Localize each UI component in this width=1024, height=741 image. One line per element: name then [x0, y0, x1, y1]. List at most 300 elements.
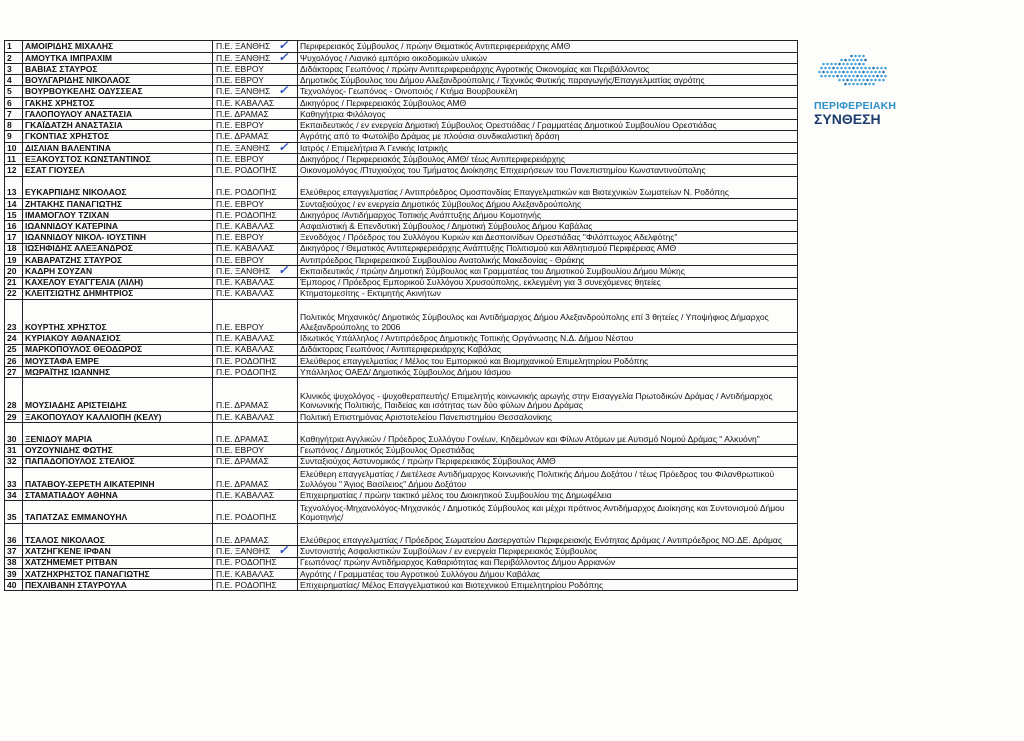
- candidate-name-cell: [23, 86, 213, 98]
- row-number: 1: [7, 41, 12, 51]
- table-row: [5, 288, 798, 299]
- candidate-description-cell: [298, 86, 798, 98]
- candidate-description: Επιχειρηματίας / πρώην τακτικό μέλος του Διοικητικού Συμβουλίου της Δημωφέλεια: [300, 489, 612, 500]
- regional-unit-cell: [213, 456, 298, 467]
- candidate-description-cell: [298, 131, 798, 142]
- logo-dot: [842, 63, 845, 66]
- row-number: 21: [7, 277, 17, 288]
- candidate-name-cell: [23, 154, 213, 165]
- table-row: [5, 490, 798, 501]
- table-row: [5, 165, 798, 176]
- logo-dot: [832, 67, 835, 70]
- regional-unit: Π.Ε. ΡΟΔΟΠΗΣ: [216, 187, 277, 198]
- candidate-description: Γεωπόνος/ πρώην Αντιδήμαρχος Καθαριότητας και Περιβάλλοντος Δήμου Αρριανών: [300, 557, 616, 568]
- regional-unit-cell: [213, 254, 298, 265]
- regional-unit: Π.Ε. ΕΒΡΟΥ: [216, 198, 264, 209]
- table-row: [5, 198, 798, 209]
- logo-dot: [864, 83, 867, 86]
- candidates-table: [4, 40, 798, 591]
- logo-dot: [848, 59, 851, 62]
- candidate-description: Κτηματομεσίτης - Εκτιμητής Ακινήτων: [300, 288, 441, 299]
- candidate-description-cell: [298, 64, 798, 75]
- regional-unit: Π.Ε. ΞΑΝΘΗΣ: [216, 41, 271, 51]
- logo-dot: [866, 71, 869, 74]
- regional-unit-cell: [213, 131, 298, 142]
- regional-unit: Π.Ε. ΞΑΝΘΗΣ: [216, 142, 271, 153]
- row-number: 34: [7, 489, 17, 500]
- logo-dot: [866, 79, 869, 82]
- row-number-cell: [5, 299, 23, 333]
- candidate-name-cell: [23, 501, 213, 523]
- candidate-name: ΙΩΣΗΦΙΔΗΣ ΑΛΕΞΑΝΔΡΟΣ: [25, 243, 133, 254]
- regional-unit-cell: [213, 221, 298, 232]
- candidate-name-cell: [23, 120, 213, 131]
- candidate-name: ΠΕΧΛΙΒΑΝΗ ΣΤΑΥΡΟΥΛΑ: [25, 579, 127, 590]
- row-number-cell: [5, 254, 23, 265]
- row-number: 17: [7, 232, 17, 243]
- candidate-description-cell: [298, 165, 798, 176]
- logo-dot: [856, 59, 859, 62]
- candidate-description: Πολιτικός Μηχανικός/ Δημοτικός Σύμβουλος και Αντιδήμαρχος Δήμου Αλεξανδρούπολης επί 3 θητείες / Υποψήφιος Δήμαρχος Αλεξανδρούπολης το 2006: [300, 312, 769, 332]
- logo-dot: [820, 67, 823, 70]
- candidate-description-cell: [298, 355, 798, 366]
- regional-unit-cell: [213, 120, 298, 131]
- candidate-description: Τεχνολόγος- Γεωπόνος - Οινοποιός / Κτήμα Βουρβουκέλη: [300, 86, 518, 97]
- table-row: [5, 154, 798, 165]
- candidate-name: ΧΑΤΖΗΓΚΕΝΕ ΙΡΦΑΝ: [25, 546, 111, 557]
- logo-dot: [872, 83, 875, 86]
- candidate-name: ΚΥΡΙΑΚΟΥ ΑΘΑΝΑΣΙΟΣ: [25, 333, 121, 344]
- candidate-name-cell: [23, 52, 213, 64]
- regional-unit: Π.Ε. ΡΟΔΟΠΗΣ: [216, 557, 277, 568]
- table-row: [5, 109, 798, 120]
- regional-unit-cell: [213, 367, 298, 378]
- candidate-name-cell: [23, 467, 213, 489]
- logo-dot: [882, 79, 885, 82]
- logo-dot: [878, 71, 881, 74]
- regional-unit: Π.Ε. ΡΟΔΟΠΗΣ: [216, 366, 277, 377]
- regional-unit-cell: [213, 423, 298, 445]
- regional-unit: Π.Ε. ΡΟΔΟΠΗΣ: [216, 512, 277, 523]
- candidate-description-cell: [298, 378, 798, 412]
- row-number: 36: [7, 534, 17, 545]
- logo-dot: [860, 75, 863, 78]
- candidate-description: Ασφαλιστική & Επενδυτική Σύμβουλος / Δημοτική Σύμβουλος Δήμου Καβάλας: [300, 220, 593, 231]
- row-number: 30: [7, 433, 17, 444]
- candidate-description-cell: [298, 221, 798, 232]
- regional-unit-cell: [213, 198, 298, 209]
- row-number: 5: [7, 86, 12, 97]
- candidate-description: Αγρότης από το Φωτολίβο Δράμας με πλούσια συνδικαλιστική δράση: [300, 131, 560, 142]
- logo-line-2: ΣΥΝΘΕΣΗ: [814, 111, 881, 127]
- row-number-cell: [5, 456, 23, 467]
- row-number-cell: [5, 333, 23, 344]
- row-number: 25: [7, 344, 17, 355]
- row-number-cell: [5, 288, 23, 299]
- regional-unit-cell: [213, 378, 298, 412]
- regional-unit: Π.Ε. ΡΟΔΟΠΗΣ: [216, 209, 277, 220]
- logo-dot: [860, 83, 863, 86]
- table-row: [5, 41, 798, 53]
- candidate-description: Καθηγήτρια Αγγλικών / Πρόεδρος Συλλόγου Γονέων, Κηδεμόνων και Φίλων Ατόμων με Αυτισμό Νομού Δράμας " Αλκυόνη": [300, 433, 760, 444]
- candidate-name-cell: [23, 288, 213, 299]
- logo-dot: [826, 63, 829, 66]
- candidate-name: ΕΞΑΚΟΥΣΤΟΣ ΚΩΝΣΤΑΝΤΙΝΟΣ: [25, 153, 151, 164]
- logo-dot: [868, 83, 871, 86]
- table-row: [5, 120, 798, 131]
- candidate-name: ΞΑΚΟΠΟΥΛΟΥ ΚΑΛΛΙΟΠΗ (ΚΕΛΥ): [25, 411, 162, 422]
- candidate-description-cell: [298, 411, 798, 422]
- regional-unit-cell: [213, 64, 298, 75]
- candidate-name: ΑΜΟΥΤΚΑ ΙΜΠΡΑΧΙΜ: [25, 52, 112, 63]
- logo-dot: [834, 71, 837, 74]
- logo-dot: [860, 67, 863, 70]
- candidate-name: ΓΚΑΪΔΑΤΖΗ ΑΝΑΣΤΑΣΙΑ: [25, 119, 123, 130]
- handwritten-check-icon: ✓: [278, 52, 289, 64]
- row-number-cell: [5, 131, 23, 142]
- table-row: [5, 176, 798, 198]
- table-row: [5, 75, 798, 86]
- logo-dot: [852, 59, 855, 62]
- candidate-name-cell: [23, 277, 213, 288]
- logo-dot: [820, 75, 823, 78]
- candidate-name: ΙΩΑΝΝΙΔΟΥ ΝΙΚΟΛ- ΙΟΥΣΤΙΝΗ: [25, 232, 147, 243]
- logo-dot: [844, 75, 847, 78]
- logo-dot: [880, 75, 883, 78]
- logo-dot: [838, 63, 841, 66]
- table-row: [5, 266, 798, 278]
- table-row: [5, 221, 798, 232]
- candidate-name-cell: [23, 131, 213, 142]
- candidate-name-cell: [23, 254, 213, 265]
- row-number: 2: [7, 52, 12, 63]
- row-number: 15: [7, 209, 17, 220]
- regional-unit-cell: [213, 411, 298, 422]
- candidate-description: Ελεύθερος επαγγελματίας / Πρόεδρος Σωματείου Δασεργατών Περιφερειακής Ενότητας Δράμας / Αντιπρόεδρος ΝΟ.ΔΕ. Δράμας: [300, 534, 782, 545]
- regional-unit: Π.Ε. ΡΟΔΟΠΗΣ: [216, 165, 277, 175]
- regional-unit-cell: [213, 557, 298, 568]
- table-row: [5, 64, 798, 75]
- regional-unit: Π.Ε. ΞΑΝΘΗΣ: [216, 546, 271, 557]
- handwritten-check-icon: ✓: [278, 265, 289, 278]
- table-row: [5, 52, 798, 64]
- row-number-cell: [5, 568, 23, 579]
- candidate-name: ΚΛΕΙΤΣΙΩΤΗΣ ΔΗΜΗΤΡΙΟΣ: [25, 288, 134, 299]
- table-row: [5, 210, 798, 221]
- candidate-description: Διδάκτορας Γεωπόνος / Αντιπεριφερειάρχης Καβάλας: [300, 344, 501, 355]
- candidate-name-cell: [23, 142, 213, 154]
- table-row: [5, 445, 798, 456]
- logo-dot: [872, 75, 875, 78]
- logo-dot: [856, 75, 859, 78]
- candidate-name-cell: [23, 367, 213, 378]
- logo-dot: [864, 67, 867, 70]
- regional-unit: Π.Ε. ΔΡΑΜΑΣ: [216, 108, 269, 119]
- regional-unit-cell: [213, 97, 298, 108]
- regional-unit: Π.Ε. ΕΒΡΟΥ: [216, 119, 264, 130]
- table-row: [5, 411, 798, 422]
- candidate-name: ΚΑΒΑΡΑΤΖΗΣ ΣΤΑΥΡΟΣ: [25, 254, 123, 265]
- candidate-name-cell: [23, 75, 213, 86]
- candidate-name-cell: [23, 97, 213, 108]
- table-row: [5, 131, 798, 142]
- regional-unit-cell: [213, 523, 298, 545]
- candidate-description-cell: [298, 266, 798, 278]
- row-number: 33: [7, 478, 17, 489]
- candidate-description-cell: [298, 523, 798, 545]
- logo-dot: [876, 67, 879, 70]
- regional-unit: Π.Ε. ΔΡΑΜΑΣ: [216, 131, 269, 142]
- regional-unit: Π.Ε. ΕΒΡΟΥ: [216, 74, 264, 85]
- row-number-cell: [5, 109, 23, 120]
- row-number: 18: [7, 243, 17, 254]
- region-map-logo-icon: [816, 53, 888, 93]
- candidate-name-cell: [23, 109, 213, 120]
- regional-unit: Π.Ε. ΚΑΒΑΛΑΣ: [216, 288, 275, 299]
- candidate-name-cell: [23, 378, 213, 412]
- candidate-description-cell: [298, 333, 798, 344]
- logo-dot: [828, 67, 831, 70]
- logo-dot: [858, 63, 861, 66]
- candidate-name: ΔΙΣΛΙΑΝ ΒΑΛΕΝΤΙΝΑ: [25, 142, 111, 153]
- candidate-name-cell: [23, 64, 213, 75]
- logo-dot: [850, 79, 853, 82]
- candidate-description-cell: [298, 557, 798, 568]
- table-row: [5, 299, 798, 333]
- logo-dot: [854, 71, 857, 74]
- candidate-name: ΟΥΖΟΥΝΙΔΗΣ ΦΩΤΗΣ: [25, 445, 113, 456]
- row-number-cell: [5, 97, 23, 108]
- candidate-name-cell: [23, 299, 213, 333]
- logo-dot: [836, 75, 839, 78]
- candidate-name-cell: [23, 580, 213, 591]
- candidate-name: ΓΑΛΟΠΟΥΛΟΥ ΑΝΑΣΤΑΣΙΑ: [25, 108, 133, 119]
- candidate-name: ΒΟΥΡΒΟΥΚΕΛΗΣ ΟΔΥΣΣΕΑΣ: [25, 86, 143, 97]
- logo-dot: [822, 71, 825, 74]
- candidate-name-cell: [23, 266, 213, 278]
- logo-dot: [856, 83, 859, 86]
- regional-unit-cell: [213, 52, 298, 64]
- row-number-cell: [5, 176, 23, 198]
- logo-dot: [846, 63, 849, 66]
- row-number: 12: [7, 165, 17, 175]
- row-number-cell: [5, 75, 23, 86]
- logo-dot: [848, 75, 851, 78]
- candidate-description-cell: [298, 176, 798, 198]
- row-number: 3: [7, 63, 12, 74]
- candidate-name: ΚΑΧΕΛΟΥ ΕΥΑΓΓΕΛΙΑ (ΛΙΛΗ): [25, 277, 144, 288]
- logo-dot: [854, 55, 857, 58]
- logo-dot: [884, 75, 887, 78]
- logo-dot: [842, 71, 845, 74]
- row-number-cell: [5, 378, 23, 412]
- logo-dot: [858, 79, 861, 82]
- logo-dot: [852, 83, 855, 86]
- candidate-name: ΧΑΤΖΗΧΡΗΣΤΟΣ ΠΑΝΑΓΙΩΤΗΣ: [25, 568, 150, 579]
- logo-dot: [870, 71, 873, 74]
- candidate-name: ΤΑΠΑΤΖΑΣ ΕΜΜΑΝΟΥΗΛ: [25, 512, 128, 523]
- logo-dot: [858, 71, 861, 74]
- candidate-description: Συνταξιούχος Αστυνομικός / πρώην Περιφερειακός Σύμβουλος ΑΜΘ: [300, 456, 556, 467]
- row-number: 6: [7, 97, 12, 108]
- row-number-cell: [5, 411, 23, 422]
- regional-unit-cell: [213, 333, 298, 344]
- candidate-description: Υπάλληλος ΟΑΕΔ/ Δημοτικός Σύμβουλος Δήμου Ιάσμου: [300, 366, 511, 377]
- candidate-description-cell: [298, 232, 798, 243]
- row-number-cell: [5, 210, 23, 221]
- table-row: [5, 142, 798, 154]
- regional-unit-cell: [213, 277, 298, 288]
- regional-unit-cell: [213, 568, 298, 579]
- logo-dot: [830, 63, 833, 66]
- regional-unit: Π.Ε. ΔΡΑΜΑΣ: [216, 400, 269, 411]
- row-number: 27: [7, 366, 17, 377]
- table-row: [5, 501, 798, 523]
- candidate-name-cell: [23, 232, 213, 243]
- candidate-name: ΚΑΔΡΗ ΣΟΥΖΑΝ: [25, 266, 93, 277]
- regional-unit-cell: [213, 75, 298, 86]
- candidate-description-cell: [298, 456, 798, 467]
- candidate-description: Εκπαιδευτικός / εν ενεργεία Δημοτική Σύμβουλος Ορεστιάδας / Γραμματέας Δημοτικού Συμβουλίου Ορεστιάδας: [300, 119, 717, 130]
- regional-unit: Π.Ε. ΞΑΝΘΗΣ: [216, 266, 271, 277]
- candidate-name: ΙΜΑΜΟΓΛΟΥ ΤΖΙΧΑΝ: [25, 209, 109, 220]
- candidate-description-cell: [298, 501, 798, 523]
- row-number-cell: [5, 154, 23, 165]
- candidate-description: Έμπορος / Πρόεδρος Εμπορικού Συλλόγου Χρυσούπολης, εκλεγμένη για 3 συνεχόμενες θητείες: [300, 277, 661, 288]
- candidate-name-cell: [23, 557, 213, 568]
- logo-dot: [862, 55, 865, 58]
- logo-dot: [872, 67, 875, 70]
- logo-dot: [828, 75, 831, 78]
- logo-dot: [842, 79, 845, 82]
- candidate-name: ΕΣΑΤ ΓΙΟΥΣΕΛ: [25, 165, 85, 175]
- regional-unit: Π.Ε. ΕΒΡΟΥ: [216, 232, 264, 243]
- row-number-cell: [5, 86, 23, 98]
- candidate-name-cell: [23, 210, 213, 221]
- candidate-name: ΙΩΑΝΝΙΔΟΥ ΚΑΤΕΡΙΝΑ: [25, 220, 118, 231]
- logo-dot: [860, 59, 863, 62]
- regional-unit-cell: [213, 344, 298, 355]
- row-number-cell: [5, 266, 23, 278]
- regional-unit-cell: [213, 86, 298, 98]
- candidate-name-cell: [23, 333, 213, 344]
- logo-dot: [874, 79, 877, 82]
- regional-unit-cell: [213, 109, 298, 120]
- row-number: 14: [7, 198, 17, 209]
- row-number: 9: [7, 131, 12, 142]
- regional-unit: Π.Ε. ΚΑΒΑΛΑΣ: [216, 333, 275, 344]
- row-number: 16: [7, 220, 17, 231]
- logo-dot: [836, 67, 839, 70]
- regional-unit: Π.Ε. ΡΟΔΟΠΗΣ: [216, 355, 277, 366]
- candidate-description-cell: [298, 75, 798, 86]
- candidate-description: Οικονομολόγος /Πτυχιούχος του Τμήματος Διοίκησης Επιχειρήσεων του Πανεπιστημίου Κωνσταντινούπολης: [300, 165, 706, 175]
- logo-dot: [846, 71, 849, 74]
- row-number: 35: [7, 512, 17, 523]
- logo-dot: [850, 63, 853, 66]
- candidate-name-cell: [23, 198, 213, 209]
- handwritten-check-icon: ✓: [278, 142, 289, 154]
- candidate-description-cell: [298, 52, 798, 64]
- logo-dot: [838, 71, 841, 74]
- logo-dot: [868, 75, 871, 78]
- logo-dot: [830, 71, 833, 74]
- row-number: 32: [7, 456, 17, 467]
- row-number-cell: [5, 501, 23, 523]
- candidate-name-cell: [23, 41, 213, 53]
- candidate-description-cell: [298, 490, 798, 501]
- row-number-cell: [5, 198, 23, 209]
- candidate-description: Αγρότης / Γραμματέας του Αγροτικού Συλλόγου Δήμου Καβάλας: [300, 568, 540, 579]
- row-number: 39: [7, 568, 17, 579]
- logo-dot: [854, 63, 857, 66]
- candidate-name: ΞΕΝΙΔΟΥ ΜΑΡΙΑ: [25, 433, 93, 444]
- row-number-cell: [5, 64, 23, 75]
- candidate-description: Αντιπρόεδρος Περιφερειακού Συμβουλίου Ανατολικής Μακεδονίας - Θράκης: [300, 254, 585, 265]
- regional-unit: Π.Ε. ΡΟΔΟΠΗΣ: [216, 579, 277, 590]
- candidate-name: ΒΟΥΛΓΑΡΙΔΗΣ ΝΙΚΟΛΑΟΣ: [25, 74, 131, 85]
- candidate-name-cell: [23, 423, 213, 445]
- candidate-description: Ελεύθερος επαγγελματίας / Αντιπρόεδρος Ομοσπονδίας Επαγγελματικών και Βιοτεχνικών Σωματείων Ν. Ροδόπης: [300, 187, 729, 198]
- row-number: 24: [7, 333, 17, 344]
- row-number: 11: [7, 153, 16, 164]
- logo-dot: [834, 63, 837, 66]
- logo-dot: [840, 75, 843, 78]
- candidate-name: ΠΑΠΑΔΟΠΟΥΛΟΣ ΣΤΕΛΙΟΣ: [25, 456, 135, 467]
- row-number-cell: [5, 142, 23, 154]
- row-number: 31: [7, 445, 17, 456]
- candidate-name-cell: [23, 445, 213, 456]
- candidates-table-body: [5, 41, 798, 591]
- row-number-cell: [5, 344, 23, 355]
- table-row: [5, 546, 798, 558]
- candidate-name-cell: [23, 411, 213, 422]
- candidate-name: ΜΩΡΑΪΤΗΣ ΙΩΑΝΝΗΣ: [25, 366, 111, 377]
- regional-unit-cell: [213, 355, 298, 366]
- handwritten-check-icon: ✓: [278, 85, 289, 98]
- regional-unit: Π.Ε. ΔΡΑΜΑΣ: [216, 534, 269, 545]
- regional-unit: Π.Ε. ΚΑΒΑΛΑΣ: [216, 411, 275, 422]
- regional-unit-cell: [213, 232, 298, 243]
- table-row: [5, 243, 798, 254]
- regional-unit: Π.Ε. ΚΑΒΑΛΑΣ: [216, 97, 275, 108]
- logo-dot: [854, 79, 857, 82]
- regional-unit: Π.Ε. ΔΡΑΜΑΣ: [216, 478, 269, 489]
- logo-dot: [840, 59, 843, 62]
- row-number: 38: [7, 557, 17, 568]
- logo-dot: [868, 67, 871, 70]
- logo-dot: [864, 59, 867, 62]
- row-number-cell: [5, 355, 23, 366]
- logo-dot: [884, 67, 887, 70]
- row-number-cell: [5, 367, 23, 378]
- candidate-name: ΜΑΡΚΟΠΟΥΛΟΣ ΘΕΟΔΩΡΟΣ: [25, 344, 143, 355]
- logo-dot: [824, 75, 827, 78]
- regional-unit: Π.Ε. ΚΑΒΑΛΑΣ: [216, 243, 275, 254]
- logo-dot: [850, 55, 853, 58]
- row-number: 19: [7, 254, 17, 265]
- row-number-cell: [5, 277, 23, 288]
- candidate-description-cell: [298, 243, 798, 254]
- regional-unit: Π.Ε. ΞΑΝΘΗΣ: [216, 86, 271, 97]
- logo-dot: [864, 75, 867, 78]
- candidate-description-cell: [298, 254, 798, 265]
- candidate-name: ΧΑΤΖΗΜΕΜΕΤ ΡΙΤΒΑΝ: [25, 557, 118, 568]
- regional-unit-cell: [213, 243, 298, 254]
- logo-line-1: ΠΕΡΙΦΕΡΕΙΑΚΗ: [814, 100, 897, 112]
- candidate-description-cell: [298, 546, 798, 558]
- logo-dot: [856, 67, 859, 70]
